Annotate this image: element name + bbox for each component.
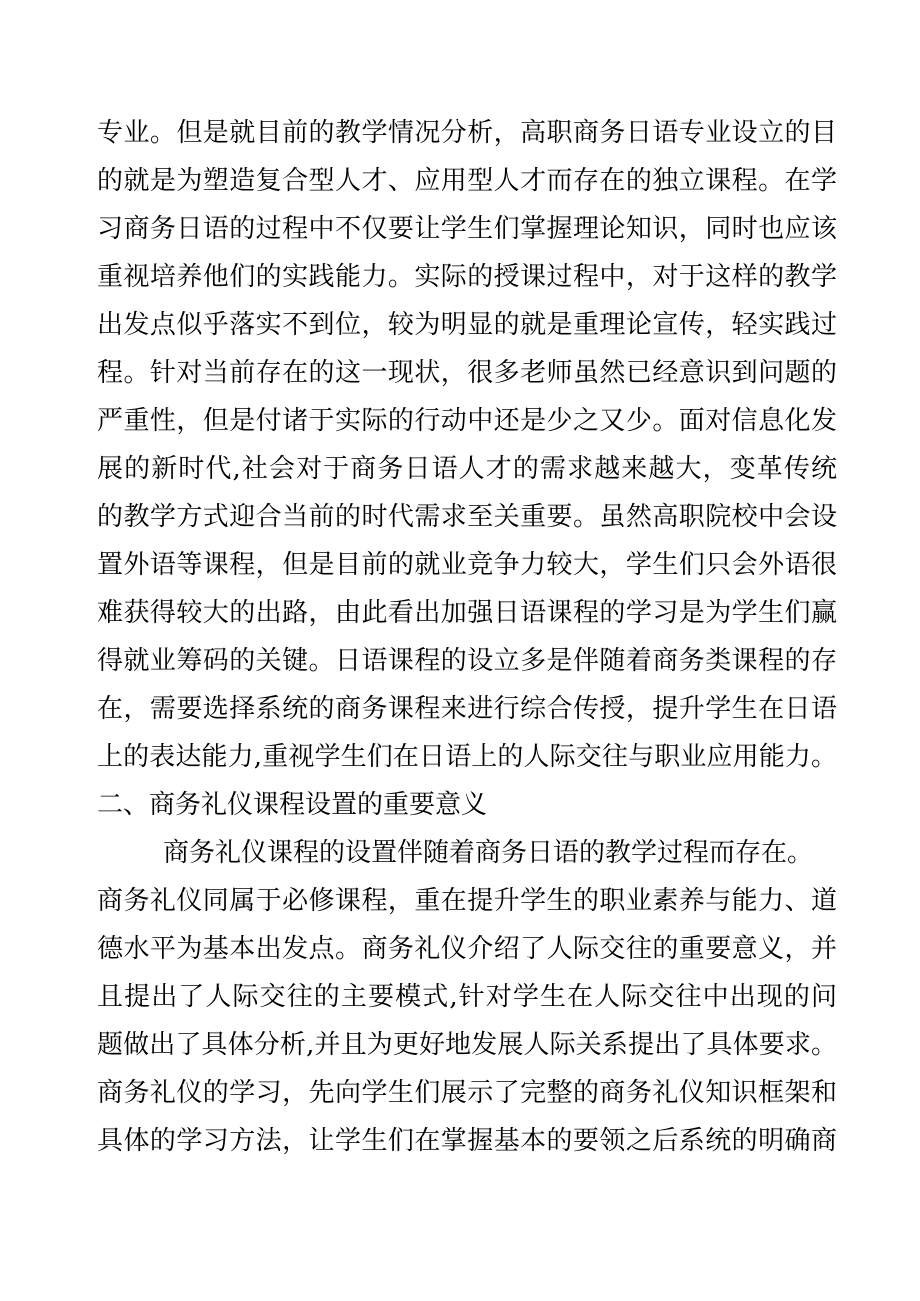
text-line-1: 专业。但是就目前的教学情况分析，高职商务日语专业设立的目 (97, 118, 837, 148)
text-line-8: 展的新时代,社会对于商务日语人才的需求越来越大，变革传统 (97, 454, 837, 484)
paragraph2-line-2: 商务礼仪同属于必修课程，重在提升学生的职业素养与能力、道 (97, 886, 837, 916)
paragraph2-line-6: 商务礼仪的学习，先向学生们展示了完整的商务礼仪知识框架和 (97, 1078, 837, 1108)
paragraph2-line-7: 具体的学习方法，让学生们在掌握基本的要领之后系统的明确商 (97, 1126, 837, 1156)
paragraph2-line-3: 德水平为基本出发点。商务礼仪介绍了人际交往的重要意义，并 (97, 934, 837, 964)
text-line-9: 的教学方式迎合当前的时代需求至关重要。虽然高职院校中会设 (97, 502, 837, 532)
text-line-7: 严重性，但是付诸于实际的行动中还是少之又少。面对信息化发 (97, 406, 837, 436)
text-line-14: 上的表达能力,重视学生们在日语上的人际交往与职业应用能力。 (97, 742, 837, 772)
paragraph2-line-5: 题做出了具体分析,并且为更好地发展人际关系提出了具体要求。 (97, 1030, 837, 1060)
text-line-4: 重视培养他们的实践能力。实际的授课过程中，对于这样的教学 (97, 262, 837, 292)
section-heading: 二、商务礼仪课程设置的重要意义 (97, 790, 488, 820)
paragraph2-line-4: 且提出了人际交往的主要模式,针对学生在人际交往中出现的问 (97, 982, 837, 1012)
text-line-6: 程。针对当前存在的这一现状，很多老师虽然已经意识到问题的 (97, 358, 837, 388)
text-line-13: 在，需要选择系统的商务课程来进行综合传授，提升学生在日语 (97, 694, 837, 724)
paragraph2-line-1: 商务礼仪课程的设置伴随着商务日语的教学过程而存在。 (163, 838, 814, 868)
text-line-11: 难获得较大的出路，由此看出加强日语课程的学习是为学生们赢 (97, 598, 837, 628)
text-line-2: 的就是为塑造复合型人才、应用型人才而存在的独立课程。在学 (97, 166, 837, 196)
text-line-5: 出发点似乎落实不到位，较为明显的就是重理论宣传，轻实践过 (97, 310, 837, 340)
text-line-3: 习商务日语的过程中不仅要让学生们掌握理论知识，同时也应该 (97, 214, 837, 244)
text-line-12: 得就业筹码的关键。日语课程的设立多是伴随着商务类课程的存 (97, 646, 837, 676)
text-line-10: 置外语等课程，但是目前的就业竞争力较大，学生们只会外语很 (97, 550, 837, 580)
